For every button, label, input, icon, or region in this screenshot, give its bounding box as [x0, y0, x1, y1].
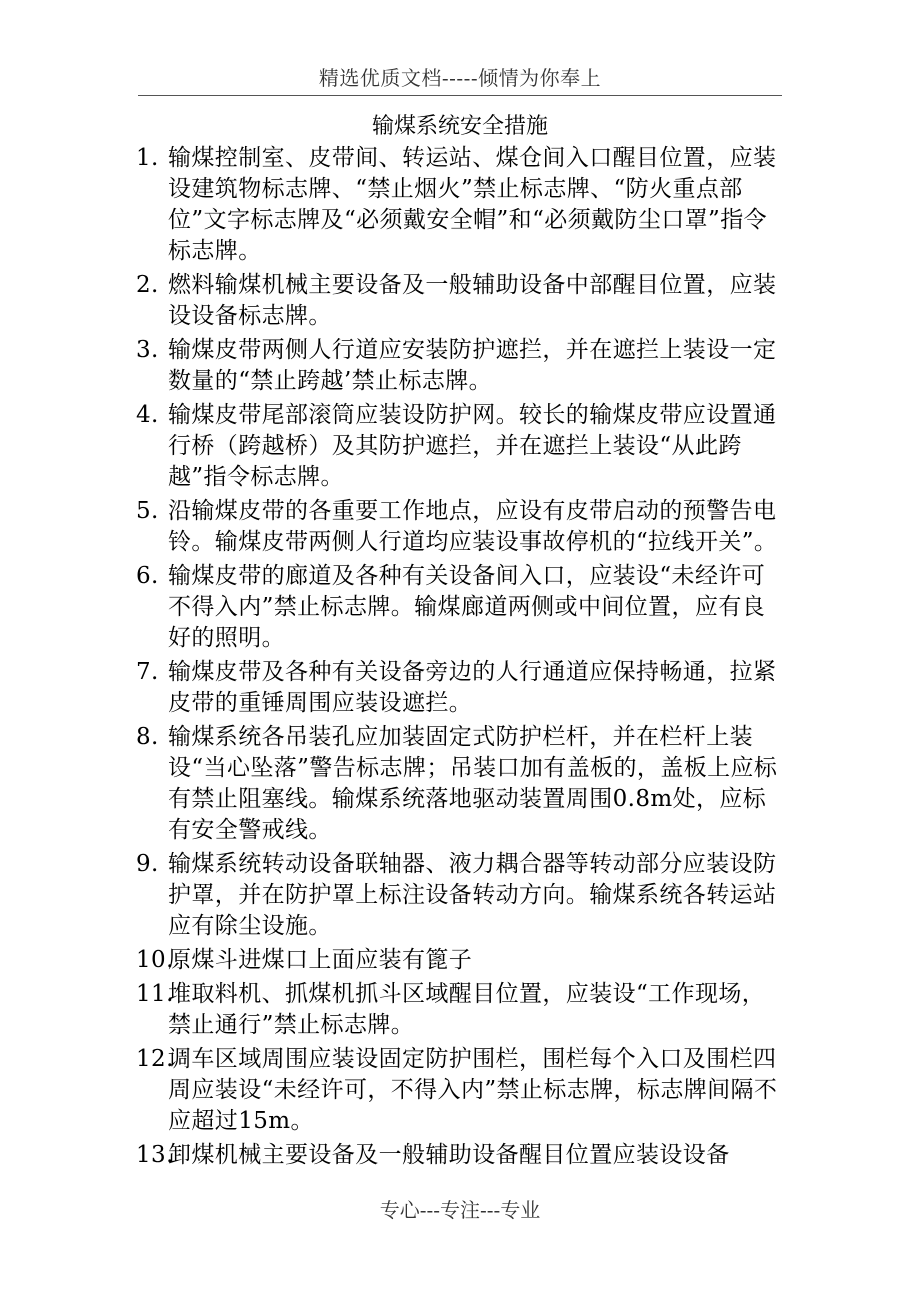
- list-item-6: [136, 561, 812, 654]
- header-divider: [138, 95, 782, 96]
- item-number: 4.: [136, 402, 159, 428]
- item-text: 燃料输煤机械主要设备及一般辅助设备中部醒目位置，应装设设备标志牌。: [168, 272, 777, 329]
- item-text: 输煤系统各吊装孔应加装固定式防护栏杆，并在栏杆上装设“当心坠落”警告标志牌；吊装口加有盖板的，盖板上应标有禁止阻塞线。输煤系统落地驱动装置周围0.8m处，应标有安全警戒线。: [168, 724, 778, 843]
- item-text: 输煤控制室、皮带间、转运站、煤仓间入口醒目位置，应装设建筑物标志牌、“禁止烟火”禁止标志牌、“防火重点部位”文字标志牌及“必须戴安全帽”和“必须戴防尘口罩”指令标志牌。: [168, 145, 777, 264]
- item-number: 9.: [136, 851, 159, 877]
- item-number: 3.: [136, 337, 159, 363]
- item-number: 2.: [136, 272, 159, 298]
- item-number: 7.: [136, 659, 159, 685]
- list-item-4: [136, 400, 784, 493]
- page-header: 精选优质文档-----倾情为你奉上: [318, 66, 602, 90]
- item-text: 沿输煤皮带的各重要工作地点，应设有皮带启动的预警告电铃。输煤皮带两侧人行道均应装设事故停机的“拉线开关”。: [168, 498, 778, 555]
- item-number: 1.: [136, 145, 159, 171]
- item-number: 6.: [136, 563, 159, 589]
- list-item-10: [136, 945, 784, 976]
- list-item-5: [136, 496, 784, 558]
- item-text: 调车区域周围应装设固定防护围栏，围栏每个入口及围栏四周应装设“未经许可，不得入内”禁止标志牌，标志牌间隔不应超过15m。: [168, 1046, 778, 1134]
- list-item-3: [136, 335, 784, 397]
- list-item-12: [136, 1044, 784, 1137]
- item-number: 11.: [136, 981, 174, 1007]
- item-text: 输煤皮带及各种有关设备旁边的人行通道应保持畅通，拉紧皮带的重锤周围应装设遮拦。: [168, 659, 777, 716]
- page-footer: 专心---专注---专业: [379, 1198, 541, 1222]
- item-text: 输煤皮带两侧人行道应安装防护遮拦，并在遮拦上装设一定数量的“禁止跨越’禁止标志牌。: [168, 337, 777, 394]
- safety-measures-list: [136, 143, 812, 1174]
- item-text: 堆取料机、抓煤机抓斗区域醒目位置，应装设“工作现场，禁止通行”禁止标志牌。: [168, 981, 766, 1038]
- list-item-9: [136, 849, 784, 942]
- item-number: 8.: [136, 724, 159, 750]
- item-text: 输煤皮带的廊道及各种有关设备间入口，应装设“未经许可 不得入内”禁止标志牌。输煤廊道两侧或中间位置，应有良好的照明。: [168, 563, 812, 651]
- list-item-8: [136, 722, 784, 846]
- list-item-1: [136, 143, 784, 267]
- item-number: 12.: [136, 1046, 174, 1072]
- item-text: 卸煤机械主要设备及一般辅助设备醒目位置应装设设备: [168, 1142, 730, 1168]
- list-item-2: [136, 270, 784, 332]
- item-number: 13.: [136, 1142, 174, 1168]
- document-title: 输煤系统安全措施: [371, 114, 548, 139]
- list-item-13: [136, 1140, 784, 1171]
- item-text: 输煤系统转动设备联轴器、液力耦合器等转动部分应装设防护罩，并在防护罩上标注设备转动方向。输煤系统各转运站应有除尘设施。: [168, 851, 777, 939]
- list-item-11: [136, 979, 784, 1041]
- item-number: 5.: [136, 498, 159, 524]
- list-item-7: [136, 657, 784, 719]
- item-text: 输煤皮带尾部滚筒应装设防护网。较长的输煤皮带应设置通行桥（跨越桥）及其防护遮拦，并在遮拦上装设“从此跨越”指令标志牌。: [168, 402, 777, 490]
- item-text: 原煤斗进煤口上面应装有篦子: [168, 947, 473, 973]
- item-number: 10.: [136, 947, 174, 973]
